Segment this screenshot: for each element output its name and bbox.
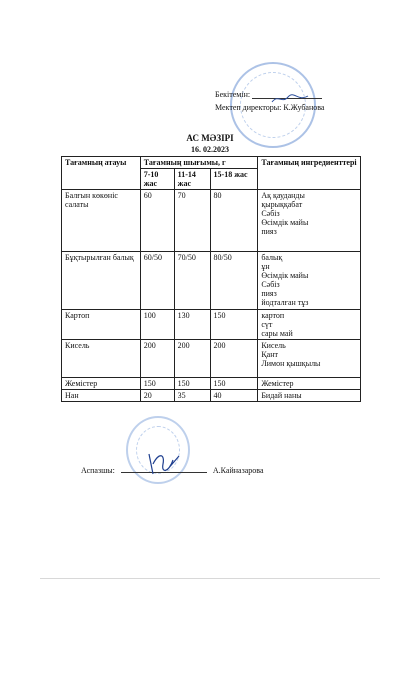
yield-2: 130 xyxy=(174,310,210,340)
director-signature xyxy=(270,94,310,104)
yield-3: 150 xyxy=(210,310,258,340)
yield-2: 150 xyxy=(174,378,210,390)
cook-label: Аспазшы: xyxy=(81,466,115,475)
approved-label: Бекітемін: xyxy=(215,90,251,99)
ingredient: Лимон қышқылы xyxy=(261,359,321,368)
yield-3: 150 xyxy=(210,378,258,390)
header-ingredients: Тағамның ингредиенттері xyxy=(258,157,361,190)
ingredient: сүт xyxy=(261,320,273,329)
ingredient: Жемістер xyxy=(261,379,294,388)
ingredient: Өсімдік майы xyxy=(261,271,309,280)
table-row xyxy=(62,378,361,390)
header-name: Тағамның атауы xyxy=(62,157,141,190)
ingredient: Сәбіз xyxy=(261,209,280,218)
dish-name: Нан xyxy=(62,390,141,402)
page-divider xyxy=(40,578,380,579)
yield-1: 60/50 xyxy=(140,252,174,310)
yield-2: 70 xyxy=(174,190,210,252)
dish-name: Картоп xyxy=(62,310,141,340)
director-name: К.Жубанова xyxy=(283,103,325,112)
ingredient: Бидай наны xyxy=(261,391,302,400)
age-group-1: 7-10 жас xyxy=(140,169,174,190)
ingredient: йодталған тұз xyxy=(261,298,309,307)
yield-3: 80 xyxy=(210,190,258,252)
cook-name: А.Кайназарова xyxy=(212,466,264,475)
ingredient: Сәбіз xyxy=(261,280,280,289)
yield-2: 70/50 xyxy=(174,252,210,310)
yield-1: 150 xyxy=(140,378,174,390)
table-row xyxy=(62,252,361,310)
ingredient: Кисель xyxy=(261,341,286,350)
yield-1: 200 xyxy=(140,340,174,378)
ingredient: картоп xyxy=(261,311,285,320)
yield-3: 200 xyxy=(210,340,258,378)
ingredients xyxy=(258,378,361,390)
header-row xyxy=(62,157,361,169)
table-row xyxy=(62,310,361,340)
approval-block xyxy=(215,88,324,114)
ingredient: Ақ қауданды xyxy=(261,191,305,200)
cook-signature-block xyxy=(81,466,264,475)
yield-3: 40 xyxy=(210,390,258,402)
age-group-3: 15-18 жас xyxy=(210,169,258,190)
table-row xyxy=(62,190,361,252)
dish-name: Балғын көкөніс салаты xyxy=(62,190,141,252)
table-row xyxy=(62,340,361,378)
yield-1: 20 xyxy=(140,390,174,402)
ingredient: балық xyxy=(261,253,283,262)
ingredients xyxy=(258,310,361,340)
ingredients xyxy=(258,340,361,378)
dish-name: Жемістер xyxy=(62,378,141,390)
ingredient: пияз xyxy=(261,227,277,236)
header-yield: Тағамның шығымы, г xyxy=(140,157,258,169)
yield-2: 35 xyxy=(174,390,210,402)
ingredient: қырыққабат xyxy=(261,200,303,209)
menu-table xyxy=(61,156,361,402)
ingredient: ұн xyxy=(261,262,270,271)
ingredient: Қант xyxy=(261,350,278,359)
ingredients xyxy=(258,190,361,252)
yield-1: 100 xyxy=(140,310,174,340)
yield-3: 80/50 xyxy=(210,252,258,310)
dish-name: Кисель xyxy=(62,340,141,378)
age-group-2: 11-14 жас xyxy=(174,169,210,190)
director-signature-line xyxy=(252,98,322,99)
ingredients xyxy=(258,390,361,402)
ingredient: пияз xyxy=(261,289,277,298)
cook-signature-line xyxy=(121,472,207,473)
cook-signature xyxy=(143,450,183,476)
dish-name: Бұқтырылған балық xyxy=(62,252,141,310)
menu-title: АС МӘЗІРІ xyxy=(186,133,234,143)
ingredient: Өсімдік майы xyxy=(261,218,309,227)
yield-2: 200 xyxy=(174,340,210,378)
ingredients xyxy=(258,252,361,310)
ingredient: сары май xyxy=(261,329,293,338)
menu-date: 16. 02.2023 xyxy=(191,145,229,154)
table-row xyxy=(62,390,361,402)
yield-1: 60 xyxy=(140,190,174,252)
director-label: Мектеп директоры: xyxy=(215,103,282,112)
